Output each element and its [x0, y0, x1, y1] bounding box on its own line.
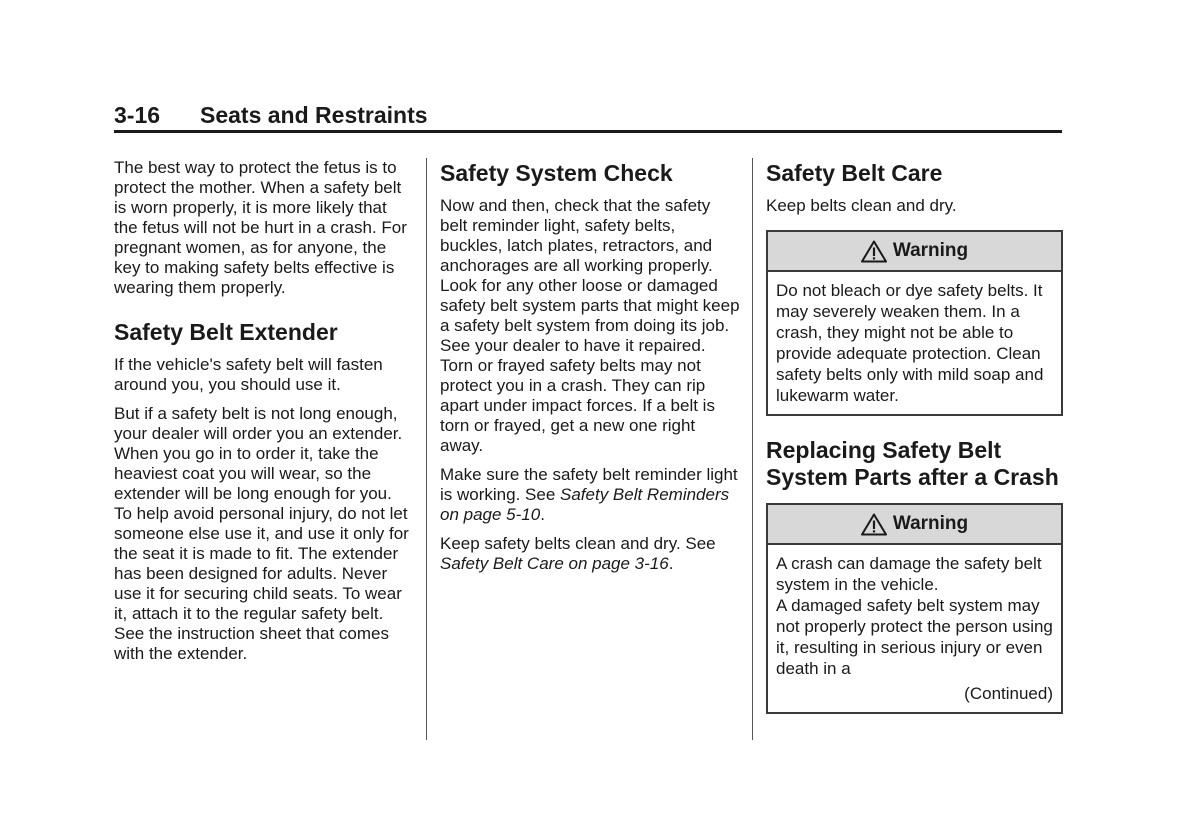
warning-triangle-icon [861, 513, 887, 536]
continued-label: (Continued) [964, 684, 1053, 703]
column-divider [752, 158, 753, 740]
paragraph-text: . [668, 554, 674, 573]
replacing-parts-heading: Replacing Safety Belt System Parts after a Crash [766, 437, 1059, 490]
care-paragraph: Keep belts clean and dry. [766, 196, 957, 215]
cross-reference-link[interactable]: Safety Belt Reminders on page 5-10 [440, 485, 730, 524]
clean-dry-paragraph [440, 534, 740, 574]
warning-triangle-icon [861, 240, 887, 263]
column-left [114, 158, 414, 673]
safety-system-check-heading: Safety System Check [440, 160, 673, 186]
column-right [766, 158, 1063, 714]
safety-belt-extender-heading: Safety Belt Extender [114, 319, 338, 345]
warning-text: A damaged safety belt system may not properly protect the person using it, resulting in serious injury or even death in a [776, 596, 1053, 678]
warning-box [766, 503, 1063, 714]
warning-header [768, 232, 1061, 272]
warning-header [768, 505, 1061, 545]
column-middle [440, 158, 740, 583]
extender-paragraph: If the vehicle's safety belt will fasten around you, you should use it. [114, 355, 383, 394]
check-paragraph: Now and then, check that the safety belt reminder light, safety belts, buckles, latch plates, retractors, and anchorages are all working properly. Look for any other loose or damaged safety belt system parts that might keep a safety belt system from doing its job. See your dealer to have it repaired. Torn or frayed safety belts may not protect you in a crash. They can rip apart under impact forces. If a belt is torn or frayed, get a new one right away. [440, 196, 740, 455]
warning-label: Warning [892, 513, 969, 534]
warning-body [768, 545, 1061, 712]
warning-body [768, 272, 1061, 414]
intro-paragraph: The best way to protect the fetus is to protect the mother. When a safety belt is worn properly, it is more likely that the fetus will not be hurt in a crash. For pregnant women, as for anyone, the key to making safety belts effective is wearing them properly. [114, 158, 407, 297]
paragraph-text: Make sure the safety belt reminder light is working. See [440, 465, 738, 504]
paragraph-text: Keep safety belts clean and dry. See [440, 534, 716, 553]
column-divider [426, 158, 427, 740]
page-number: 3-16 [114, 102, 161, 128]
safety-belt-care-heading: Safety Belt Care [766, 160, 943, 186]
reminder-light-paragraph [440, 465, 740, 525]
extender-paragraph: But if a safety belt is not long enough, your dealer will order you an extender. When you go in to order it, take the heaviest coat you will wear, so the extender will be long enough for you. To help avoid personal injury, do not let someone else use it, and use it only for the seat it is made to fit. The extender has been designed for adults. Never use it for securing child seats. To wear it, attach it to the regular safety belt. See the instruction sheet that comes with the extender. [114, 404, 409, 663]
warning-label: Warning [892, 240, 969, 261]
cross-reference-link[interactable]: Safety Belt Care on page 3-16 [440, 554, 669, 573]
section-title: Seats and Restraints [200, 102, 428, 128]
page-header [114, 100, 1062, 133]
warning-text: Do not bleach or dye safety belts. It may severely weaken them. In a crash, they might not be able to provide adequate protection. Clean safety belts only with mild soap and lukewarm water. [776, 281, 1044, 405]
warning-box [766, 230, 1063, 416]
warning-text: A crash can damage the safety belt system in the vehicle. [776, 554, 1042, 594]
paragraph-text: . [540, 505, 545, 524]
